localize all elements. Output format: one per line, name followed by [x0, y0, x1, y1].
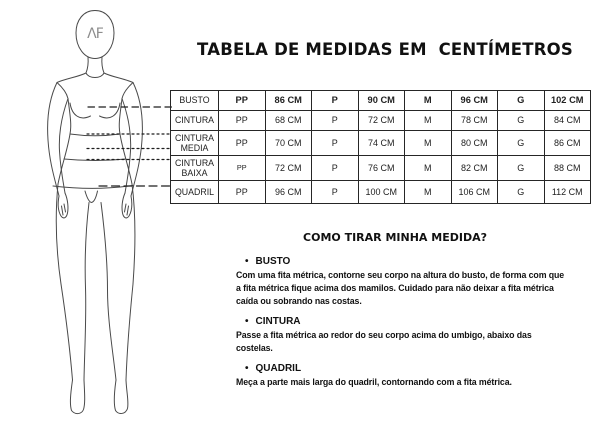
page-title: TABELA DE MEDIDAS EM CENTÍMETROS — [197, 40, 573, 59]
size-cell: 84 CM — [544, 111, 591, 131]
size-cell: P — [312, 91, 359, 111]
item-label-row — [236, 256, 566, 268]
size-cell: M — [405, 91, 452, 111]
size-cell: M — [405, 156, 452, 181]
how-to-list — [236, 256, 566, 397]
row-label: CINTURA BAIXA — [171, 156, 219, 181]
size-cell: P — [312, 111, 359, 131]
table-row-cintura-media — [171, 131, 591, 156]
row-label: CINTURA MEDIA — [171, 131, 219, 156]
size-cell: 86 CM — [265, 91, 312, 111]
size-cell: G — [498, 156, 545, 181]
how-to-heading: COMO TIRAR MINHA MEDIDA? — [303, 231, 487, 244]
size-cell: G — [498, 181, 545, 204]
size-cell: PP — [219, 156, 266, 181]
size-cell: PP — [219, 91, 266, 111]
size-cell: P — [312, 181, 359, 204]
size-cell: 86 CM — [544, 131, 591, 156]
female-croquis-figure — [0, 0, 172, 439]
table-row-cintura — [171, 111, 591, 131]
table-row-quadril — [171, 181, 591, 204]
size-cell: G — [498, 131, 545, 156]
size-cell: 68 CM — [265, 111, 312, 131]
item-label: BUSTO — [255, 256, 291, 267]
item-text: Meça a parte mais larga do quadril, contornando com a fita métrica. — [236, 377, 512, 387]
item-text: Passe a fita métrica ao redor do seu corpo acima do umbigo, abaixo das costelas. — [236, 330, 532, 353]
size-cell: 80 CM — [451, 131, 498, 156]
how-to-item-quadril — [236, 363, 566, 389]
item-label-row — [236, 316, 566, 328]
size-cell: 74 CM — [358, 131, 405, 156]
bullet-icon: • — [245, 256, 249, 267]
item-label-row — [236, 363, 566, 375]
size-cell: M — [405, 181, 452, 204]
item-text: Com uma fita métrica, contorne seu corpo na altura do busto, de forma com que a fita métrica fique acima dos mamilos. Cuidado para não deixar a fita métrica caída ou sobrando nas costas. — [236, 270, 565, 306]
size-cell: 100 CM — [358, 181, 405, 204]
size-cell: G — [498, 91, 545, 111]
size-cell: 88 CM — [544, 156, 591, 181]
size-cell: 90 CM — [358, 91, 405, 111]
size-cell: P — [312, 131, 359, 156]
brand-monogram: ΛF — [87, 26, 103, 42]
size-cell: 102 CM — [544, 91, 591, 111]
size-cell: PP — [219, 181, 266, 204]
size-cell: PP — [219, 111, 266, 131]
size-cell: G — [498, 111, 545, 131]
size-cell: 112 CM — [544, 181, 591, 204]
size-cell: 106 CM — [451, 181, 498, 204]
size-cell: 96 CM — [451, 91, 498, 111]
size-cell: M — [405, 111, 452, 131]
size-cell: 72 CM — [358, 111, 405, 131]
size-cell: 78 CM — [451, 111, 498, 131]
item-label: CINTURA — [255, 316, 301, 327]
size-table — [170, 90, 591, 204]
size-cell: PP — [219, 131, 266, 156]
size-cell: 72 CM — [265, 156, 312, 181]
size-cell: 76 CM — [358, 156, 405, 181]
size-cell: 70 CM — [265, 131, 312, 156]
row-label: BUSTO — [171, 91, 219, 111]
how-to-item-cintura — [236, 316, 566, 355]
bullet-icon: • — [245, 363, 249, 374]
size-cell: P — [312, 156, 359, 181]
table-row-busto — [171, 91, 591, 111]
bullet-icon: • — [245, 316, 249, 327]
size-cell: 82 CM — [451, 156, 498, 181]
croquis-outline — [48, 11, 143, 414]
size-cell: M — [405, 131, 452, 156]
table-row-cintura-baixa — [171, 156, 591, 181]
row-label: CINTURA — [171, 111, 219, 131]
how-to-item-busto — [236, 256, 566, 308]
item-label: QUADRIL — [255, 363, 302, 374]
size-cell: 96 CM — [265, 181, 312, 204]
row-label: QUADRIL — [171, 181, 219, 204]
